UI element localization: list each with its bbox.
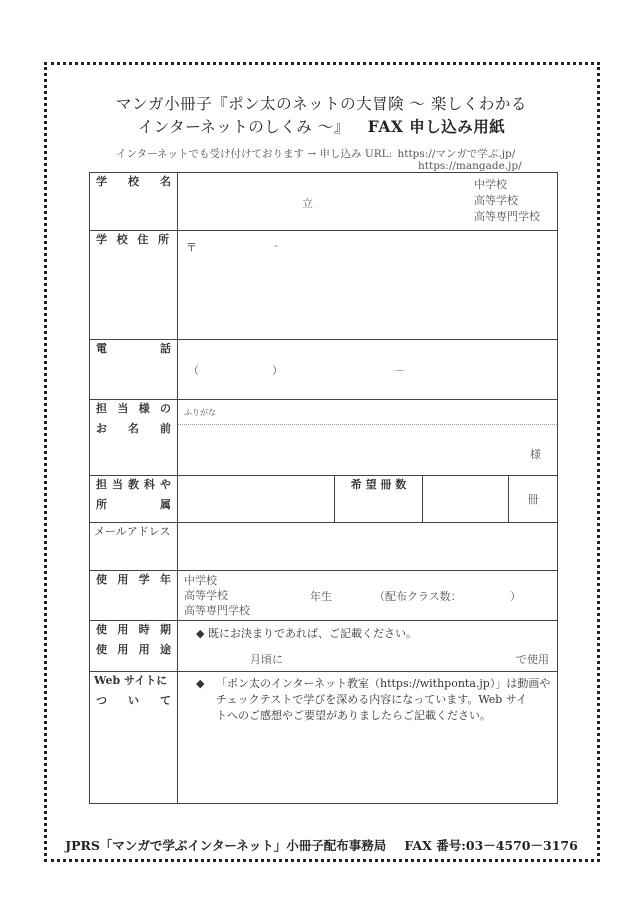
label-phone: 電 話 <box>90 340 178 400</box>
usage-note: ◆ 既にお決まりであれば、ご記載ください。 <box>196 627 417 640</box>
usage-suffix: で使用 <box>516 653 549 666</box>
row-school-name <box>90 173 558 231</box>
email-field[interactable] <box>178 523 558 571</box>
website-note-line2: チェックテストで学びを深める内容になっています。Web サイ <box>216 693 528 706</box>
row-phone <box>90 340 558 400</box>
school-type-high[interactable]: 高等学校 <box>474 194 518 207</box>
class-count-label: （配布クラス数： <box>374 590 462 603</box>
online-text: インターネットでも受け付けております → 申し込み URL: <box>116 148 393 160</box>
website-feedback-field[interactable] <box>178 672 558 804</box>
url-ascii-link[interactable]: https://mangade.jp/ <box>418 160 522 172</box>
postal-mark: 〒 <box>186 241 197 254</box>
school-name-field[interactable] <box>178 173 558 231</box>
furigana-label: ふりがな <box>184 408 216 417</box>
label-copies: 希 望 冊 数 <box>335 476 423 523</box>
school-suffix: 立 <box>302 197 313 210</box>
form-title-fax: FAX 申し込み用紙 <box>367 117 506 136</box>
label-website: Web サイトに つ い て <box>90 672 178 804</box>
online-application-note <box>116 146 515 161</box>
website-note-line3: トへのご感想やご要望がありましたらご記載ください。 <box>216 709 491 722</box>
footer <box>0 836 643 854</box>
url-japanese-link[interactable]: https://マンガで学ぶ.jp/ <box>397 148 516 160</box>
grade-suffix: 年生 <box>310 590 332 603</box>
furigana-divider <box>178 424 557 425</box>
form-title-book: インターネットのしくみ ～』 <box>137 118 350 136</box>
label-grade: 使 用 学 年 <box>90 571 178 621</box>
department-field[interactable] <box>178 476 335 523</box>
grade-school-types <box>184 573 250 618</box>
school-type-junior-high[interactable]: 中学校 <box>474 178 507 191</box>
grade-type-tech-college[interactable]: 高等専門学校 <box>184 604 250 617</box>
row-grade <box>90 571 558 621</box>
school-address-field[interactable] <box>178 231 558 340</box>
phone-paren-close: ） <box>272 364 283 377</box>
label-department: 担 当 教 科 や 所 属 <box>90 476 178 523</box>
contact-name-field[interactable] <box>178 400 558 476</box>
website-note-bullet: ◆ <box>196 677 205 690</box>
postal-dash: - <box>274 239 278 252</box>
label-school-name: 学 校 名 <box>90 173 178 231</box>
form-title-line1: マンガ小冊子『ポン太のネットの大冒険 ～ 楽しくわかる <box>116 95 527 113</box>
usage-month: 月頃に <box>250 653 283 666</box>
website-note <box>216 676 550 724</box>
label-school-address: 学 校 住 所 <box>90 231 178 340</box>
label-contact-name: 担 当 様 の お 名 前 <box>90 400 178 476</box>
school-type-options <box>474 177 540 225</box>
school-type-tech-college[interactable]: 高等専門学校 <box>474 210 540 223</box>
row-website <box>90 672 558 804</box>
form-title-line2 <box>0 115 643 137</box>
grade-type-junior-high[interactable]: 中学校 <box>184 574 217 587</box>
copies-unit: 冊 <box>509 476 558 523</box>
grade-type-high[interactable]: 高等学校 <box>184 589 228 602</box>
phone-dash: － <box>394 364 405 377</box>
row-email <box>90 523 558 571</box>
footer-office: JPRS「マンガで学ぶインターネット」小冊子配布事務局 <box>65 838 387 853</box>
label-usage: 使 用 時 期 使 用 用 途 <box>90 621 178 672</box>
website-note-line1: 「ポン太のインターネット教室（https://withponta.jp）」は動画や <box>216 677 551 690</box>
row-department <box>90 476 558 523</box>
row-school-address <box>90 231 558 340</box>
application-form-table <box>89 172 558 804</box>
honorific-sama: 様 <box>530 448 541 461</box>
grade-field[interactable] <box>178 571 558 621</box>
row-usage <box>90 621 558 672</box>
class-count-close: ） <box>510 590 521 603</box>
row-contact-name <box>90 400 558 476</box>
phone-paren-open: （ <box>188 364 199 377</box>
usage-field[interactable] <box>178 621 558 672</box>
footer-fax-number: FAX 番号:03－4570－3176 <box>404 838 578 853</box>
copies-field[interactable] <box>423 476 509 523</box>
label-email: メールアドレス <box>90 523 178 571</box>
phone-field[interactable] <box>178 340 558 400</box>
